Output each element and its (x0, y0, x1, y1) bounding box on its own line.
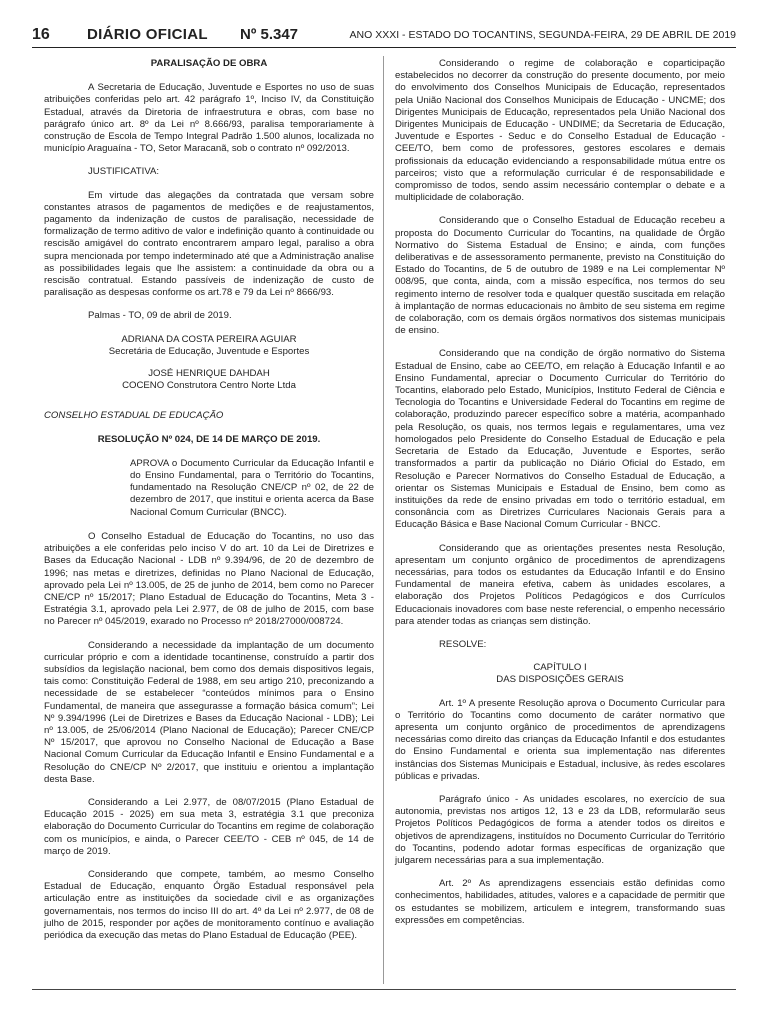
dateline: ANO XXXI - ESTADO DO TOCANTINS, SEGUNDA-FEIRA, 29 DE ABRIL DE 2019 (349, 29, 736, 41)
considerando-5: Considerando que o Conselho Estadual de Educação recebeu a proposta do Documento Curricular do Tocantins, na qualidade de Órgão Normativo do Sistema Estadual de Ensino; e ainda, com funções deliberativas e de assessoramento permanente, previsto na Constituição do Estado do Tocantins, de 5 de outubro de 1989 e na Lei complementar Nº 008/95, que conta, ainda, com a missão específica, nos termos do seu regimento interno de resolver toda e qualquer questão suscitada em relação à implantação de normas educacionais no âmbito de seu sistema em regime de colaboração, com os demais órgãos normativos dos sistemas municipais de ensino. (395, 215, 725, 337)
considerando-1: Considerando a necessidade da implantação de um documento curricular próprio e com a identidade tocantinense, construído a partir dos subsídios da legislação nacional, bem como dos demais dispositivos legais, tais como: Constituição Federal de 1988, em seu artigo 210, preconizando a necessidade de se estabelecer “conteúdos mínimos para o Ensino Fundamental, de maneira que assegurasse a formação básica comum”; Lei Nº 9.394/1996 (Lei de Diretrizes e Bases da Educação Nacional - LDB); Lei nº 13.005, de 25/06/2014 (Plano Nacional de Educação); Parecer CNE/CP Nº 15/2017, que aprovou no Conselho Nacional de Educação a Base Nacional Comum Curricular da Educação Infantil e Ensino Fundamental e a Resolução do CNE/CP Nº 2/2017, que instituiu e orientou a implantação desta Base. (44, 639, 374, 785)
considerando-4: Considerando o regime de colaboração e coparticipação estabelecidos no decorrer da construção do presente documento, por meio do envolvimento dos Conselhos Municipais de Educação, representados pela União Nacional dos Conselhos Municipais de Educação - UNCME; dos Dirigentes Municipais de Educação, representados pela União Nacional dos Dirigentes Municipais de Educação - UNDIME; da Secretaria de Educação, Juventude e Esportes - Seduc e do Conselho Estadual de Educação - CEE/TO, bem como de professores, gestores escolares e demais profissionais da educação evidenciando a responsabilidade mútua entre os parceiros; visto que a reformulação curricular é de responsabilidade e compromisso de todos, sendo assim necessário contemplar o debate e a multiplicidade de colaboração. (395, 58, 725, 204)
signature-1-name: ADRIANA DA COSTA PEREIRA AGUIAR (121, 333, 297, 345)
edition-number: Nº 5.347 (240, 26, 299, 43)
justificativa-paragraph: Em virtude das alegações da contratada que versam sobre constantes atrasos de pagamentos de medições e de reajustamentos, pagamento da indenização de custos de paralisação, necessidade de formalização de termo aditivo de valor e indefinição quanto à continuidade ou rescisão amigável do contrato encontrarem amparo legal, paraliso a obra supra mencionada por tempo indeterminado até que a Administração analise as possibilidades legais que lhe assistem: a continuidade da obra ou a rescisão contratual. Estando passíveis de indenização de custo de paralisação as despesas conforme os art.78 e 79 da Lei nº 8666/93. (44, 189, 374, 299)
paralisacao-title: PARALISAÇÃO DE OBRA (150, 58, 268, 69)
considerando-6: Considerando que na condição de órgão normativo do Sistema Estadual de Ensino, cabe ao CEE/TO, em relação à Educação Infantil e ao Ensino Fundamental, apreciar o Documento Curricular do Território do Tocantins, elaborado pelo Estado, Municípios, Instituto Federal de Ciência e Tecnologia do Tocantins e Universidade Federal do Tocantins em regime de colaboração, produzindo parecer específico sobre a matéria, acompanhado pela Resolução, os quais, nos termos legais e regulamentares, uma vez homologados pelo Presidente do Conselho Estadual de Educação e pela Secretaria de Estado da Educação, Juventude e Esportes, serão transformados a partir da publicação no Diário Oficial do Estado, em Resolução e Parecer Normativos do Conselho Estadual de Educação, a orientar os Sistemas Municipais e Estadual de Ensino, bem como as instituições da rede de ensino privadas em todo o território estadual, em consonância com as Diretrizes Curriculares Nacionais Gerais para a Educação Básica e Base Nacional Comum Curricular - BNCC. (395, 348, 725, 531)
considerando-7: Considerando que as orientações presentes nesta Resolução, apresentam um conjunto orgânico de procedimentos de aprendizagens necessárias, para todos os estudantes da Educação Infantil e do Ensino Fundamental de maneira efetiva, cabem às unidades escolares, a elaboração dos Projetos Políticos Pedagógicos e dos Currículos Educacionais inovadores com base neste referencial, o empenho necessário para atender todas as crianças sem distinção. (395, 542, 725, 627)
gazette-title: DIÁRIO OFICIAL (87, 26, 208, 43)
signature-2-name: JOSÉ HENRIQUE DAHDAH (148, 368, 270, 380)
signature-2-role: COCENO Construtora Centro Norte Ltda (122, 380, 296, 392)
considerando-2: Considerando a Lei 2.977, de 08/07/2015 (Plano Estadual de Educação 2015 - 2025) em sua meta 3, estratégia 3.1 que preconiza elaboração do Documento Curricular do Tocantins em regime de colaboração com os municípios, e ainda, o Parecer CEE/TO - CEB nº 045, de 14 de março de 2019. (44, 796, 374, 857)
paragrafo-unico: Parágrafo único - As unidades escolares, no exercício de sua autonomia, previstas nos artigos 12, 13 e 23 da LDB, reformularão seus Projetos Políticos Pedagógicos de forma a atender todos os direitos e objetivos de aprendizagens, instituídos no Documento Curricular do Território do Tocantins, podendo adotar formas específicas de organização que julgarem necessárias para a sua implementação. (395, 793, 725, 866)
chapter-title: DAS DISPOSIÇÕES GERAIS (496, 674, 624, 686)
resolucao-title: RESOLUÇÃO Nº 024, DE 14 DE MARÇO DE 2019. (97, 433, 321, 445)
header-rule (32, 47, 736, 48)
considerando-3: Considerando que compete, também, ao mesmo Conselho Estadual de Educação, enquanto Órgão Estadual responsável pela articulação entre as instituições da sociedade civil e as organizações governamentais, nos termos do inciso III do art. 4º da Lei nº 2.977, de 08 de julho de 2015, responder por ações de monitoramento contínuo e avaliação periódica da execução das metas do Plano Estadual de Educação (PEE). (44, 868, 374, 941)
conselho-paragraph: O Conselho Estadual de Educação do Tocantins, no uso das atribuições a ele conferidas pelo inciso V do art. 10 da Lei de Diretrizes e Bases da Educação Nacional - LDB nº 9.394/96, de 20 de dezembro de 1996; nas metas e diretrizes, definidas no Plano Nacional de Educação, aprovado pela Lei nº 13.005, de 25 de junho de 2014, bem como no Parecer CNE/CP nº 15/2017; Plano Estadual de Educação do Tocantins, Meta 3 - Estratégia 3.1, aprovado pela Lei 2.977, de 08 de julho de 2015, com base no Parecer nº 045/2019, exarado no Processo nº 2018/27000/008724. (44, 530, 374, 628)
paralisacao-paragraph: A Secretaria de Educação, Juventude e Esportes no uso de suas atribuições conferidas pelo art. 42 parágrafo 1º, Inciso IV, da Constituição Estadual, através da Diretoria de infraestrutura e obras, com base no parágrafo único art. 8º da Lei nº 8.666/93, paralisa temporariamente à construção de Escola de Tempo Integral Padrão 1.500 alunos, localizada no município Araguaína - TO, Setor Maracanã, sob o contrato nº 092/2013. (44, 82, 374, 155)
column-divider (383, 56, 384, 984)
signature-1-role: Secretária de Educação, Juventude e Esportes (108, 345, 310, 357)
resolve-label: RESOLVE: (439, 638, 487, 650)
footer-rule (32, 989, 736, 990)
article-2: Art. 2º As aprendizagens essenciais estão definidas como conhecimentos, habilidades, atitudes, valores e a capacidade de permitir que os estudantes se mobilizem, articulem e integrem, transformando suas expressões em competências. (395, 878, 725, 926)
ementa: APROVA o Documento Curricular da Educação Infantil e do Ensino Fundamental, para o Território do Tocantins, fundamentado na Resolução CNE/CP nº 02, de 22 de dezembro de 2017, que institui e orienta acerca da Base Nacional Comum Curricular (BNCC). (130, 457, 374, 518)
right-column (395, 58, 725, 938)
justificativa-label: JUSTIFICATIVA: (88, 166, 160, 178)
page-header (32, 26, 736, 48)
section-heading: CONSELHO ESTADUAL DE EDUCAÇÃO (44, 410, 224, 422)
chapter-number: CAPÍTULO I (533, 662, 587, 674)
article-1: Art. 1º A presente Resolução aprova o Documento Curricular para o Território do Tocantins como documento de caráter normativo que apresenta um conjunto orgânico de procedimentos de aprendizagens necessárias como direito das crianças da Educação Infantil e dos estudantes do Ensino Fundamental e orienta sua implementação nas diferentes instâncias dos Sistemas Municipais e Estadual, inclusive, às redes escolares públicas e privadas. (395, 697, 725, 782)
left-column (44, 58, 374, 953)
page-number: 16 (32, 26, 50, 43)
place-date: Palmas - TO, 09 de abril de 2019. (88, 310, 232, 322)
